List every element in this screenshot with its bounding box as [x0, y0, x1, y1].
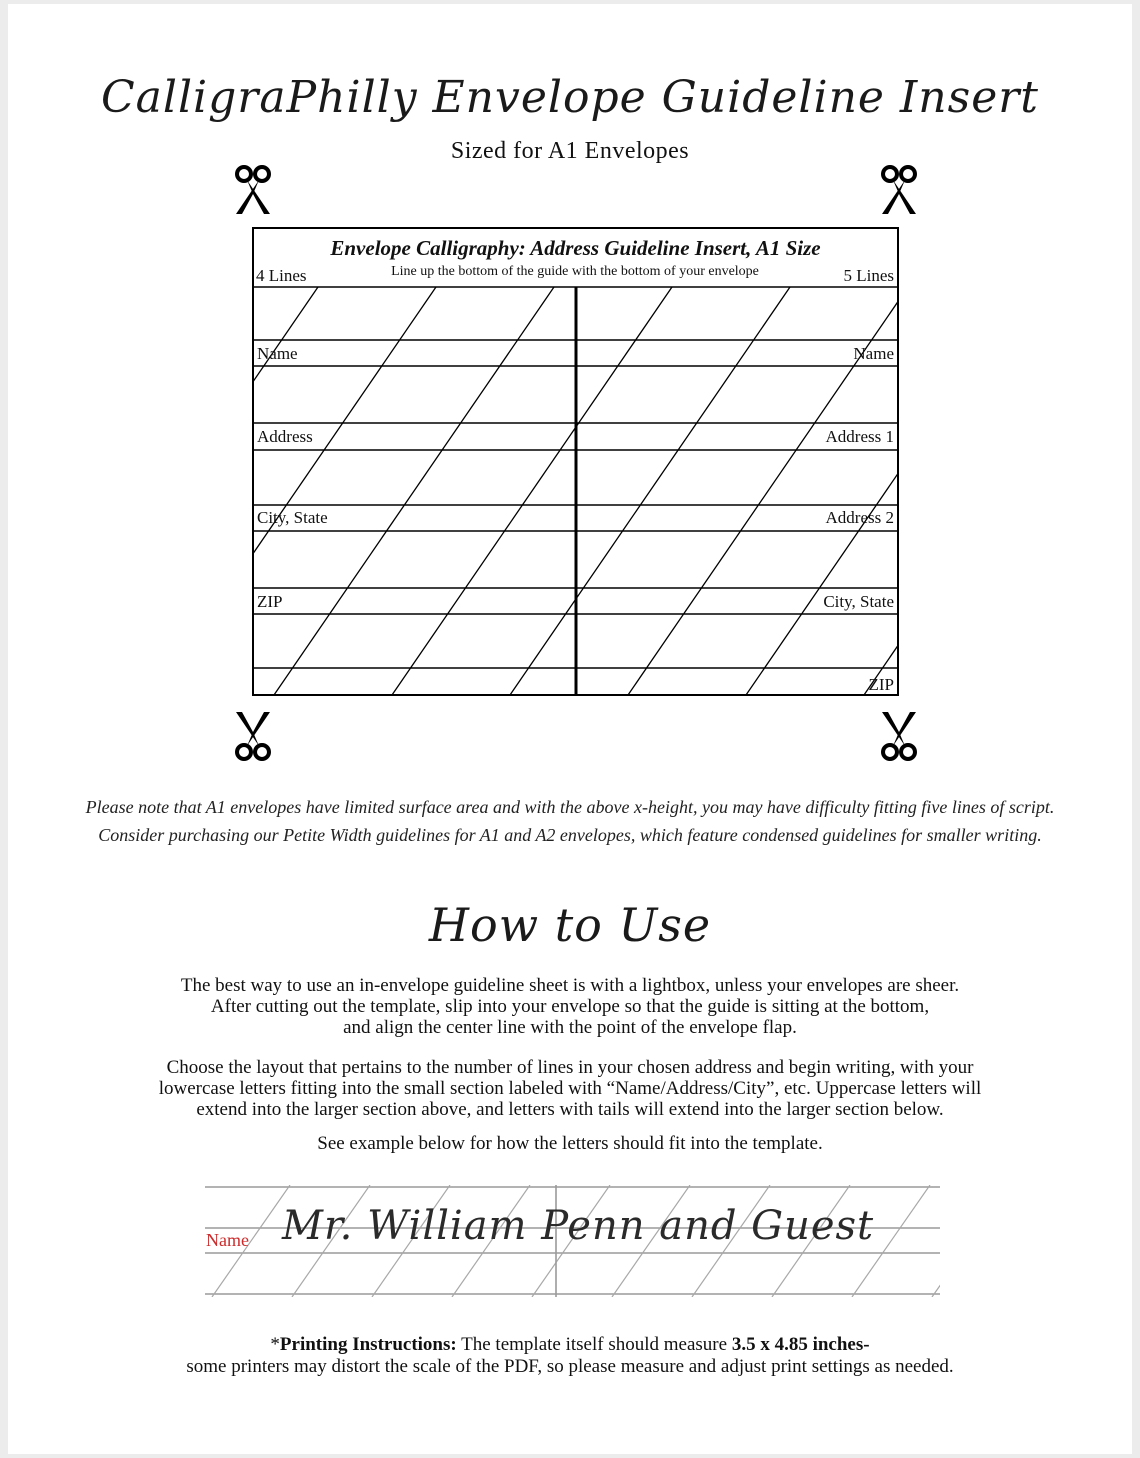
instructions-paragraph-1 [0, 975, 1140, 1038]
instruction-line: lowercase letters fitting into the small section labeled with “Name/Address/City”, etc. Uppercase letters will [158, 1078, 982, 1099]
note-line-2: Consider purchasing our Petite Width guidelines for A1 and A2 envelopes, which feature condensed guidelines for smaller writing. [98, 825, 1042, 845]
slant-guidelines [38, 287, 1140, 695]
asterisk: * [270, 1334, 280, 1355]
instruction-line: Choose the layout that pertains to the number of lines in your chosen address and begin writing, with your [166, 1057, 974, 1078]
template-subtitle: Line up the bottom of the guide with the bottom of your envelope [391, 264, 759, 279]
printing-label: Printing Instructions: [279, 1334, 457, 1355]
printing-dash: - [863, 1334, 870, 1355]
page-subtitle: Sized for A1 Envelopes [450, 138, 690, 164]
right-label-zip: ZIP [868, 675, 894, 694]
note-line-1: Please note that A1 envelopes have limited surface area and with the above x-height, you may have difficulty fitting five lines of script. [85, 797, 1055, 817]
instruction-line: and align the center line with the point of the envelope flap. [343, 1017, 797, 1038]
left-label-name: Name [257, 344, 298, 363]
instruction-line: The best way to use an in-envelope guideline sheet is with a lightbox, unless your envelopes are sheer. [180, 975, 960, 996]
right-label-name: Name [853, 344, 894, 363]
left-line-count: 4 Lines [256, 266, 307, 285]
example-script-text: Mr. William Penn and Guest [282, 1203, 875, 1249]
right-line-count: 5 Lines [843, 266, 894, 285]
instruction-line: extend into the larger section above, and letters with tails will extend into the larger section below. [196, 1099, 944, 1120]
printing-instructions-line-2: some printers may distort the scale of the PDF, so please measure and adjust print settings as needed. [186, 1356, 954, 1377]
left-label-zip: ZIP [257, 592, 283, 611]
left-label-address: Address [257, 427, 313, 446]
template-title: Envelope Calligraphy: Address Guideline Insert, A1 Size [330, 236, 821, 260]
printing-instructions-line-1 [0, 1334, 1140, 1356]
right-label-city-state: City, State [823, 592, 894, 611]
right-label-address-2: Address 2 [825, 508, 894, 527]
left-label-city-state: City, State [257, 508, 328, 527]
how-to-heading: How to Use [428, 898, 712, 952]
instructions-paragraph-2 [0, 1057, 1140, 1120]
template-size: 3.5 x 4.85 inches [731, 1334, 864, 1355]
example-label: Name [206, 1230, 249, 1250]
instruction-line: After cutting out the template, slip into your envelope so that the guide is sitting at the bottom, [210, 996, 930, 1017]
right-label-address-1: Address 1 [825, 427, 894, 446]
example-intro: See example below for how the letters should fit into the template. [317, 1133, 823, 1154]
page-title: CalligraPhilly Envelope Guideline Insert [101, 72, 1039, 123]
printing-text: The template itself should measure [456, 1334, 732, 1355]
